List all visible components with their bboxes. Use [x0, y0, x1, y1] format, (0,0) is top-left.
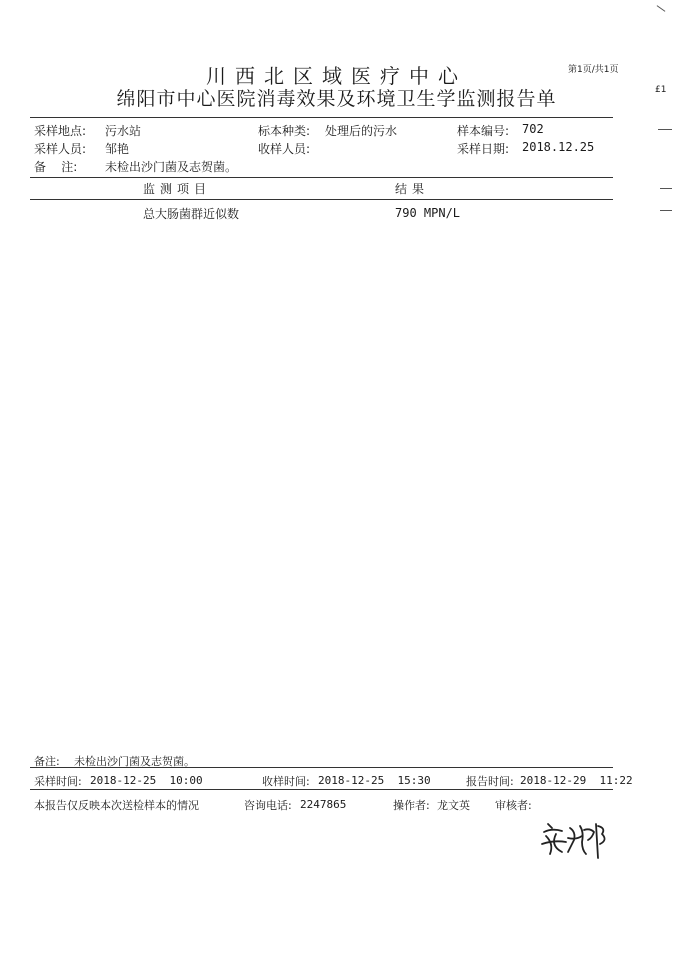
footer-remark-label: 备注: — [34, 755, 60, 768]
receive-time-value: 2018-12-25 15:30 — [318, 774, 431, 787]
margin-mark — [660, 188, 672, 189]
sample-no-value: 702 — [522, 122, 544, 136]
operator-value: 龙文英 — [437, 799, 470, 812]
remark-label: 备 注: — [34, 160, 78, 174]
phone-label: 咨询电话: — [244, 799, 292, 812]
margin-mark — [660, 210, 672, 211]
table-header-rule — [30, 199, 613, 200]
row-item: 总大肠菌群近似数 — [143, 207, 240, 221]
sample-type-label: 标本种类: — [258, 124, 311, 138]
sample-time-value: 2018-12-25 10:00 — [90, 774, 203, 787]
hospital-org-name: 川西北区域医疗中心 — [206, 64, 467, 88]
report-title: 绵阳市中心医院消毒效果及环境卫生学监测报告单 — [116, 88, 557, 110]
page-indicator: 第1页/共1页 — [568, 65, 619, 75]
sample-date-value: 2018.12.25 — [522, 140, 595, 154]
reviewer-signature — [540, 818, 610, 862]
column-header-item: 监测项目 — [143, 182, 212, 196]
margin-note: £1 — [655, 85, 667, 95]
location-label: 采样地点: — [34, 124, 87, 138]
margin-mark — [657, 5, 666, 12]
footer-remark-value: 未检出沙门菌及志贺菌。 — [74, 755, 195, 768]
reviewer-label: 审核者: — [495, 799, 532, 812]
sample-time-label: 采样时间: — [34, 775, 82, 788]
location-value: 污水站 — [105, 124, 142, 138]
header-divider — [30, 117, 613, 118]
receiver-label: 收样人员: — [258, 142, 311, 156]
footer-divider — [30, 767, 613, 768]
report-time-label: 报告时间: — [466, 775, 514, 788]
report-disclaimer: 本报告仅反映本次送检样本的情况 — [34, 799, 199, 812]
row-result: 790 MPN/L — [395, 206, 461, 220]
column-header-result: 结果 — [395, 182, 430, 196]
sample-no-label: 样本编号: — [457, 124, 510, 138]
sampler-value: 邹艳 — [105, 142, 130, 156]
sample-date-label: 采样日期: — [457, 142, 510, 156]
operator-label: 操作者: — [393, 799, 430, 812]
report-time-value: 2018-12-29 11:22 — [520, 774, 633, 787]
table-top-rule — [30, 177, 613, 178]
remark-value: 未检出沙门菌及志贺菌。 — [105, 160, 238, 174]
margin-mark — [658, 129, 672, 130]
sampler-label: 采样人员: — [34, 142, 87, 156]
sample-type-value: 处理后的污水 — [325, 124, 398, 138]
footer-bottom-rule — [30, 789, 613, 790]
phone-value: 2247865 — [300, 798, 347, 811]
receive-time-label: 收样时间: — [262, 775, 310, 788]
